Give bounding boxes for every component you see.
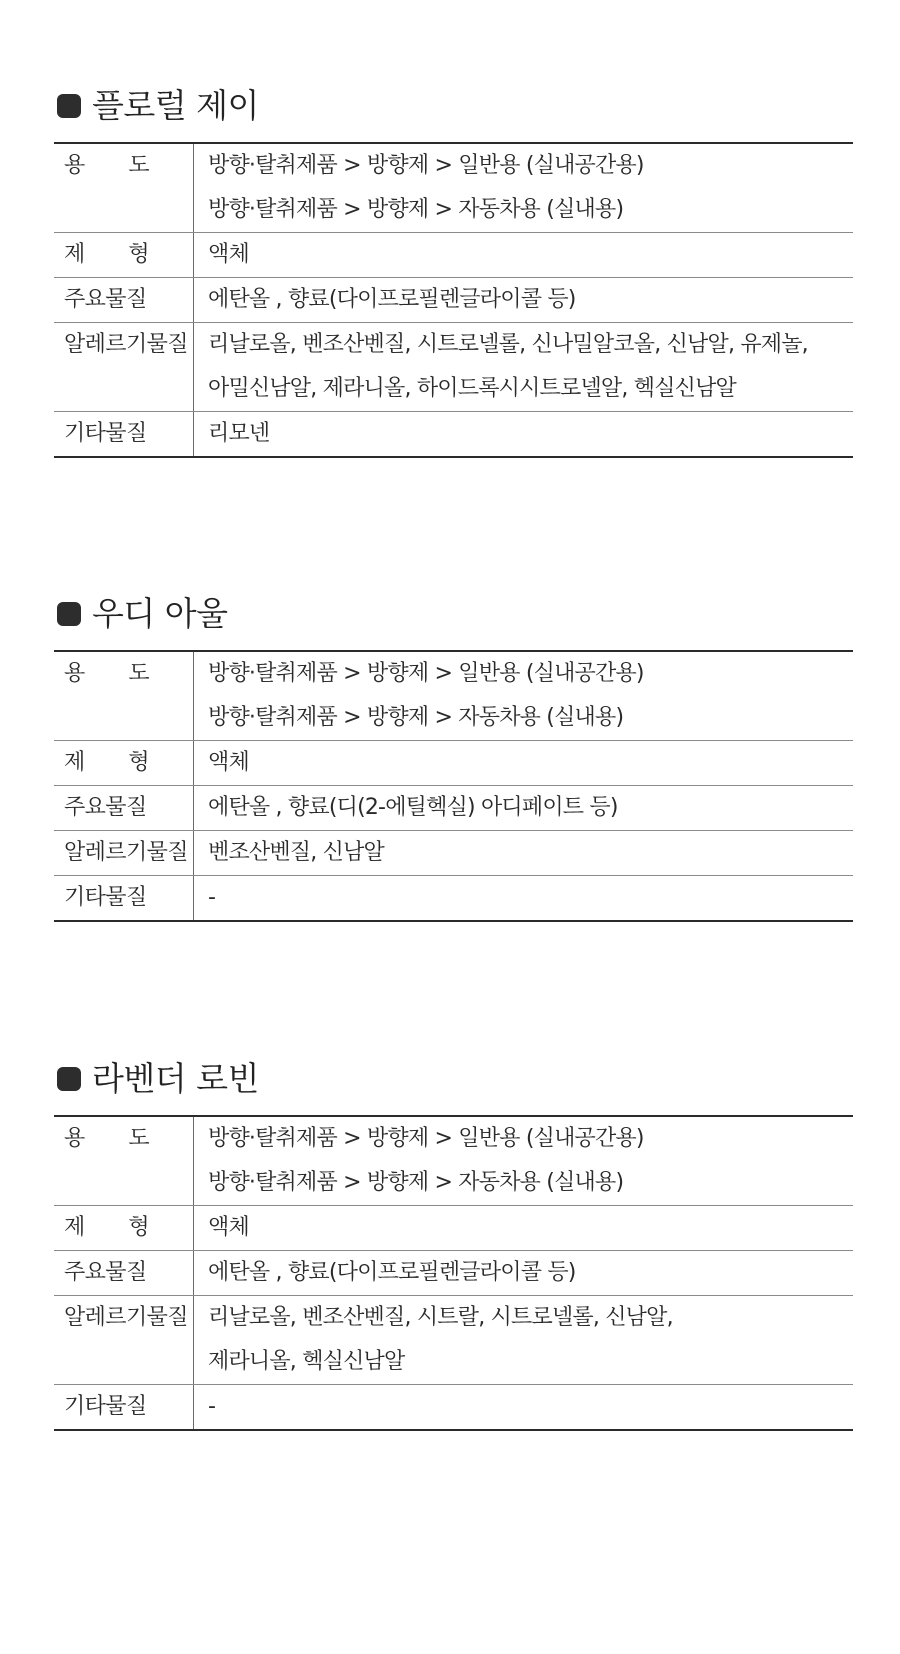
row-form (54, 233, 853, 278)
label-form (54, 233, 194, 277)
label-char: 형 (128, 1215, 149, 1240)
value-other-substance (194, 876, 853, 920)
value-usage (194, 1117, 853, 1205)
value-line: 방향·탈취제품 > 방향제 > 자동차용 (실내용) (208, 1170, 624, 1195)
label-form (54, 741, 194, 785)
row-allergens (54, 323, 853, 412)
label-other-substance: 기타물질 (54, 876, 194, 920)
value-line: 방향·탈취제품 > 방향제 > 자동차용 (실내용) (208, 197, 624, 222)
label-char: 제 (64, 750, 85, 775)
bullet-square-icon (57, 94, 81, 118)
value-line: 에탄올 , 향료(디(2-에틸헥실) 아디페이트 등) (208, 795, 618, 820)
value-line: 방향·탈취제품 > 방향제 > 일반용 (실내공간용) (208, 153, 644, 178)
row-allergens (54, 1296, 853, 1385)
row-usage (54, 144, 853, 233)
value-line: 액체 (208, 1215, 249, 1240)
product-info-table (54, 142, 853, 458)
value-line: 리날로올, 벤조산벤질, 시트로넬롤, 신나밀알코올, 신남알, 유제놀, (208, 332, 808, 357)
label-char: 형 (128, 242, 149, 267)
label-main-substance: 주요물질 (54, 1251, 194, 1295)
label-usage (54, 144, 194, 232)
value-main-substance (194, 278, 853, 322)
row-other-substance (54, 1385, 853, 1429)
row-usage (54, 1117, 853, 1206)
bullet-square-icon (57, 1067, 81, 1091)
label-char: 용 (64, 1126, 85, 1151)
section-heading (57, 1059, 259, 1099)
value-allergens (194, 1296, 853, 1384)
label-char: 형 (128, 750, 149, 775)
value-other-substance (194, 1385, 853, 1429)
section-heading (57, 594, 228, 634)
value-allergens (194, 323, 853, 411)
section-title: 라벤더 로빈 (92, 1059, 259, 1098)
value-line: 액체 (208, 242, 249, 267)
row-usage (54, 652, 853, 741)
value-line: 벤조산벤질, 신남알 (208, 840, 385, 865)
product-info-table (54, 650, 853, 922)
bullet-square-icon (57, 602, 81, 626)
label-char: 제 (64, 1215, 85, 1240)
value-line: 아밀신남알, 제라니올, 하이드록시시트로넬알, 헥실신남알 (208, 376, 737, 401)
row-allergens (54, 831, 853, 876)
label-allergens: 알레르기물질 (54, 831, 194, 875)
row-form (54, 1206, 853, 1251)
value-line: 리날로올, 벤조산벤질, 시트랄, 시트로넬롤, 신남알, (208, 1305, 673, 1330)
label-other-substance: 기타물질 (54, 1385, 194, 1429)
row-main-substance (54, 278, 853, 323)
value-usage (194, 652, 853, 740)
value-other-substance (194, 412, 853, 456)
value-line: - (208, 1394, 216, 1419)
value-form (194, 233, 853, 277)
label-char: 제 (64, 242, 85, 267)
value-usage (194, 144, 853, 232)
value-form (194, 1206, 853, 1250)
row-other-substance (54, 876, 853, 920)
label-main-substance: 주요물질 (54, 278, 194, 322)
label-other-substance: 기타물질 (54, 412, 194, 456)
value-allergens (194, 831, 853, 875)
label-char: 용 (64, 661, 85, 686)
label-allergens: 알레르기물질 (54, 1296, 194, 1384)
row-other-substance (54, 412, 853, 456)
value-line: 에탄올 , 향료(다이프로필렌글라이콜 등) (208, 287, 576, 312)
value-line: 방향·탈취제품 > 방향제 > 자동차용 (실내용) (208, 705, 624, 730)
label-allergens: 알레르기물질 (54, 323, 194, 411)
row-main-substance (54, 1251, 853, 1296)
label-char: 도 (128, 661, 149, 686)
section-title: 플로럴 제이 (92, 86, 259, 125)
row-form (54, 741, 853, 786)
label-form (54, 1206, 194, 1250)
label-char: 도 (128, 1126, 149, 1151)
value-main-substance (194, 786, 853, 830)
product-info-table (54, 1115, 853, 1431)
label-main-substance: 주요물질 (54, 786, 194, 830)
label-usage (54, 1117, 194, 1205)
label-usage (54, 652, 194, 740)
value-line: - (208, 885, 216, 910)
value-line: 리모넨 (208, 421, 270, 446)
label-char: 도 (128, 153, 149, 178)
value-line: 방향·탈취제품 > 방향제 > 일반용 (실내공간용) (208, 1126, 644, 1151)
value-form (194, 741, 853, 785)
value-line: 방향·탈취제품 > 방향제 > 일반용 (실내공간용) (208, 661, 644, 686)
value-line: 제라니올, 헥실신남알 (208, 1349, 405, 1374)
section-heading (57, 86, 259, 126)
section-title: 우디 아울 (92, 594, 228, 633)
row-main-substance (54, 786, 853, 831)
label-char: 용 (64, 153, 85, 178)
value-main-substance (194, 1251, 853, 1295)
value-line: 액체 (208, 750, 249, 775)
value-line: 에탄올 , 향료(다이프로필렌글라이콜 등) (208, 1260, 576, 1285)
